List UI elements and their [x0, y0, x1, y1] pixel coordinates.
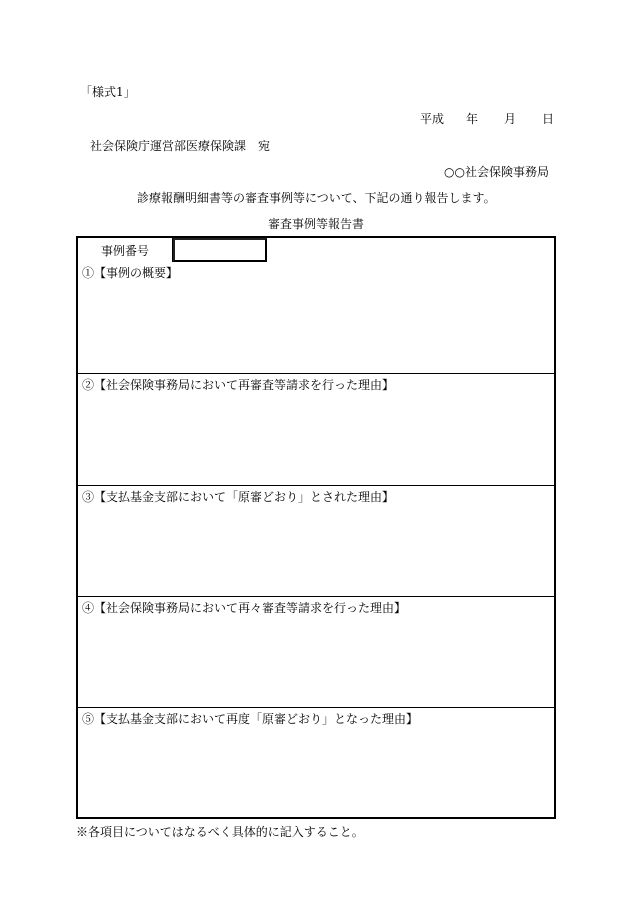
section-5-field[interactable] [78, 726, 554, 817]
section-1 [78, 262, 554, 373]
intro-text: 診療報酬明細書等の審査事例等について、下記の通り報告します。 [137, 191, 496, 205]
sender: ○○社会保険事務局 [444, 165, 549, 179]
section-5 [78, 707, 554, 817]
section-5-heading: ⑤【支払基金支部において再度「原審どおり」となった理由】 [82, 712, 419, 726]
date-era: 平成 [420, 112, 445, 126]
footnote: ※各項目についてはなるべく具体的に記入すること。 [76, 825, 364, 839]
section-4-field[interactable] [78, 615, 554, 707]
date-month: 月 [504, 112, 517, 126]
section-2 [78, 373, 554, 485]
section-4-heading: ④【社会保険事務局において再々審査等請求を行った理由】 [82, 601, 407, 615]
case-number-field[interactable] [173, 238, 267, 262]
report-table [76, 236, 556, 819]
section-2-heading: ②【社会保険事務局において再審査等請求を行った理由】 [82, 378, 395, 392]
section-1-heading: ①【事例の概要】 [82, 266, 179, 280]
form-number-label: 「様式1」 [80, 85, 136, 99]
section-3-heading: ③【支払基金支部において「原審どおり」とされた理由】 [82, 490, 395, 504]
section-3 [78, 485, 554, 596]
section-2-field[interactable] [78, 392, 554, 485]
section-4 [78, 596, 554, 707]
recipient: 社会保険庁運営部医療保険課 宛 [90, 139, 271, 153]
date-day: 日 [542, 112, 555, 126]
case-number-label: 事例番号 [78, 238, 173, 262]
section-3-field[interactable] [78, 504, 554, 596]
date-year: 年 [466, 112, 479, 126]
date-line [420, 110, 554, 127]
section-1-field[interactable] [78, 280, 554, 373]
document-title: 審査事例等報告書 [268, 217, 365, 231]
